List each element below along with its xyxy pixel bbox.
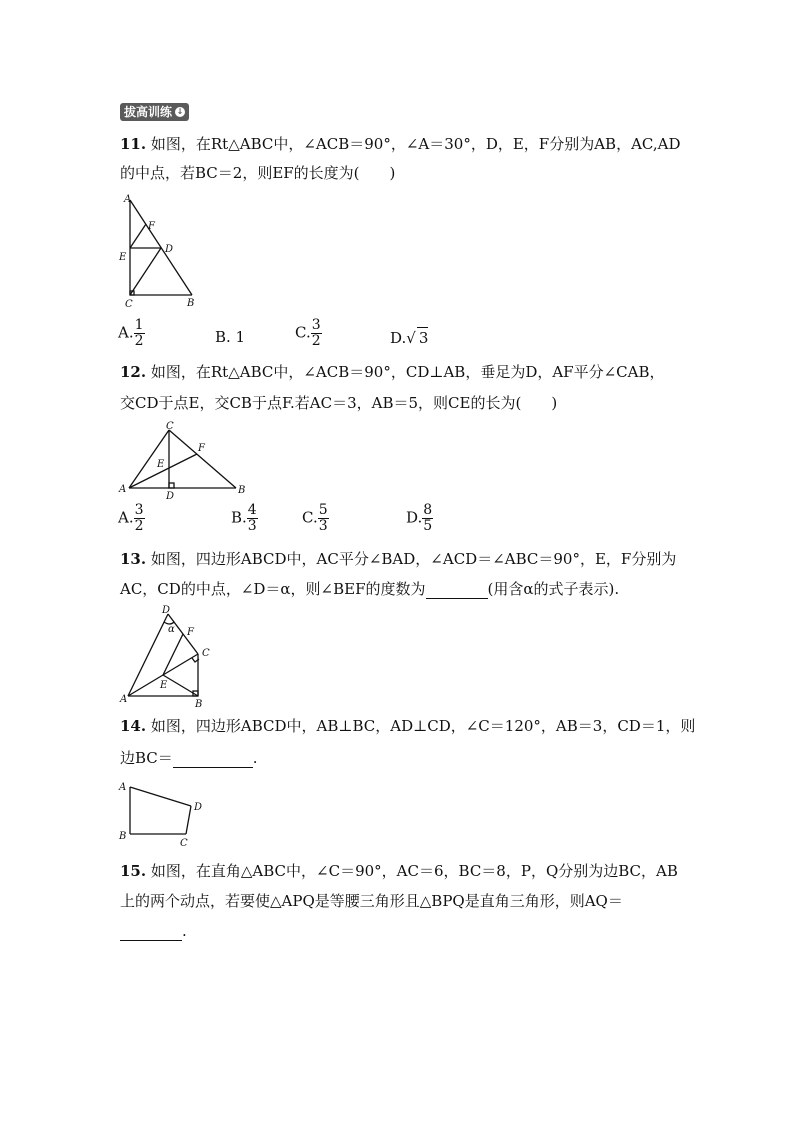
q12-option-b-den: 3 <box>247 518 257 534</box>
q11-label-e: E <box>119 252 127 263</box>
q12-label-e: E <box>157 459 165 470</box>
q13-figure <box>118 604 218 710</box>
q11-label-d: D <box>165 244 174 255</box>
q12-label-a: A <box>119 484 127 495</box>
q11-text-2: 的中点，若BC＝2，则EF的长度为( ) <box>120 164 396 182</box>
q11-option-d-prefix: D. <box>390 329 407 347</box>
q12-text-1: 如图，在Rt△ABC中，∠ACB＝90°，CD⊥AB，垂足为D，AF平分∠CAB， <box>150 363 665 381</box>
q15-text-2: 上的两个动点，若要使△APQ是等腰三角形且△BPQ是直角三角形，则AQ＝ <box>120 892 623 910</box>
q12-option-a <box>118 503 145 534</box>
q12-option-a-fraction <box>134 503 145 534</box>
q14-figure <box>116 778 216 852</box>
q11-option-c-prefix: C. <box>295 323 311 342</box>
q14-number: 14. <box>120 717 147 735</box>
q13-label-c: C <box>202 648 210 659</box>
q11-option-a-prefix: A. <box>118 323 134 342</box>
q14-text-1: 如图，四边形ABCD中，AB⊥BC，AD⊥CD，∠C＝120°，AB＝3，CD＝1，则 <box>150 717 696 735</box>
q14-label-d: D <box>194 802 203 813</box>
q11-option-c <box>295 318 322 349</box>
q12-option-b-fraction <box>247 503 258 534</box>
q14-text-2b: . <box>252 749 258 767</box>
q13-label-a: A <box>120 694 128 705</box>
q15-line2 <box>120 891 623 911</box>
q12-option-b-num: 4 <box>247 502 257 518</box>
q12-label-f: F <box>198 443 205 454</box>
q14-label-a: A <box>119 782 127 793</box>
q14-answer-blank[interactable] <box>173 753 253 768</box>
q12-label-b: B <box>238 485 246 496</box>
q13-text-1: 如图，四边形ABCD中，AC平分∠BAD，∠ACD＝∠ABC＝90°，E，F分别为 <box>150 550 677 568</box>
q11-label-b: B <box>187 298 195 309</box>
q13-number: 13. <box>120 550 147 568</box>
q14-label-c: C <box>180 838 188 849</box>
q11-line2 <box>120 163 395 183</box>
q12-text-2: 交CD于点E，交CB于点F.若AC＝3，AB＝5，则CE的长为( ) <box>120 394 558 412</box>
q13-label-b: B <box>195 699 203 710</box>
q14-text-2a: 边BC＝ <box>120 749 173 767</box>
q12-option-c-num: 5 <box>318 502 328 518</box>
q15-text-1: 如图，在直角△ABC中，∠C＝90°，AC＝6，BC＝8，P，Q分别为边BC，AB <box>150 862 678 880</box>
q12-option-a-den: 2 <box>134 518 144 534</box>
q12-option-c-den: 3 <box>318 518 328 534</box>
q13-label-f: F <box>187 627 194 638</box>
q15-line3 <box>120 921 187 941</box>
q13-text-2a: AC，CD的中点，∠D＝α，则∠BEF的度数为 <box>120 580 426 598</box>
q11-option-d-root-sign: √ <box>406 329 416 347</box>
q12-option-c-prefix: C. <box>302 508 318 527</box>
q14-line1 <box>120 716 695 736</box>
q13-label-alpha: α <box>168 624 175 635</box>
q12-number: 12. <box>120 363 147 381</box>
q11-option-c-num: 3 <box>311 317 321 333</box>
q12-option-b-prefix: B. <box>231 508 247 527</box>
down-arrow-icon: ↓ <box>176 107 184 116</box>
q11-option-c-den: 2 <box>311 333 321 349</box>
q14-label-b: B <box>119 831 127 842</box>
q14-line2 <box>120 748 258 768</box>
q15-answer-blank[interactable] <box>120 926 182 941</box>
q11-number: 11. <box>120 135 147 153</box>
q11-option-a-num: 1 <box>134 317 144 333</box>
q13-line2 <box>120 579 619 599</box>
q11-option-c-fraction <box>311 318 322 349</box>
q12-option-c-fraction <box>318 503 329 534</box>
q12-line1 <box>120 362 664 382</box>
section-badge-label: 拔高训练 <box>124 105 173 119</box>
q12-label-c: C <box>166 421 174 432</box>
q13-line1 <box>120 549 676 569</box>
q11-label-a: A <box>124 194 132 205</box>
q15-text-3b: . <box>182 922 187 940</box>
q13-label-d: D <box>162 605 171 616</box>
q12-option-d <box>406 503 433 534</box>
q11-text-1: 如图，在Rt△ABC中，∠ACB＝90°，∠A＝30°，D，E，F分别为AB，AC,AD <box>150 135 681 153</box>
q12-option-d-fraction <box>422 503 433 534</box>
q15-number: 15. <box>120 862 147 880</box>
q11-option-a <box>118 318 145 349</box>
q12-option-c <box>302 503 329 534</box>
q12-option-d-den: 5 <box>423 518 433 534</box>
q13-label-e: E <box>160 680 168 691</box>
q15-line1 <box>120 861 678 881</box>
q11-option-a-fraction <box>134 318 145 349</box>
section-badge <box>120 103 189 121</box>
q12-label-d: D <box>166 491 175 502</box>
q12-figure <box>118 420 248 500</box>
q11-line1 <box>120 134 680 154</box>
q12-option-a-prefix: A. <box>118 508 134 527</box>
q11-option-b: B. 1 <box>215 328 246 346</box>
q11-figure <box>116 192 206 312</box>
q11-label-c: C <box>125 299 133 310</box>
q12-option-d-prefix: D. <box>406 508 423 527</box>
q12-line2 <box>120 393 557 413</box>
q11-label-f: F <box>148 221 155 232</box>
q11-option-d-radicand: 3 <box>418 329 429 347</box>
q12-option-b <box>231 503 258 534</box>
q11-option-d <box>390 327 428 348</box>
q11-option-a-den: 2 <box>134 333 144 349</box>
q12-option-a-num: 3 <box>134 502 144 518</box>
q13-answer-blank[interactable] <box>426 584 488 599</box>
q12-option-d-num: 8 <box>423 502 433 518</box>
q13-text-2b: (用含α的式子表示). <box>487 580 620 598</box>
